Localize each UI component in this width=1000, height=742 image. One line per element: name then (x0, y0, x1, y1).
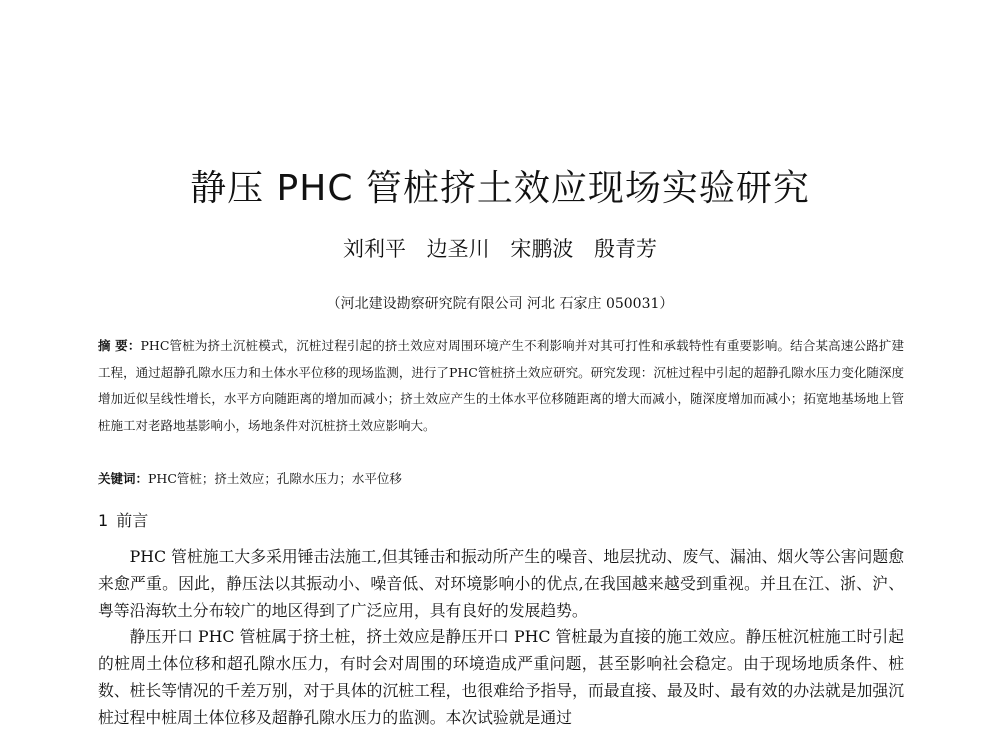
keywords (98, 466, 904, 492)
author-name: 刘利平 (342, 237, 406, 261)
keywords-label: 关键词： (98, 471, 149, 486)
section-number: 1 (98, 511, 109, 530)
author-list (0, 233, 1000, 263)
author-name: 宋鹏波 (510, 237, 574, 261)
abstract-text: PHC管桩为挤土沉桩模式，沉桩过程引起的挤土效应对周围环境产生不利影响并对其可打性和承载特性有重要影响。结合某高速公路扩建工程，通过超静孔隙水压力和土体水平位移的现场监测，进行了PHC管桩挤土效应研究。研究发现：沉桩过程中引起的超静孔隙水压力变化随深度增加近似呈线性增长，水平方向随距离的增加而减小；挤土效应产生的土体水平位移随距离的增大而减小，随深度增加而减小；拓宽地基场地上管桩施工对老路地基影响小，场地条件对沉桩挤土效应影响大。 (98, 338, 904, 433)
paper-title: 静压 PHC 管桩挤土效应现场实验研究 (190, 168, 810, 209)
abstract (98, 333, 904, 439)
affiliation: （河北建设勘察研究院有限公司 河北 石家庄 050031） (326, 296, 674, 312)
section-heading (98, 508, 148, 531)
author-name: 边圣川 (426, 237, 490, 261)
keywords-text: PHC管桩；挤土效应；孔隙水压力；水平位移 (148, 471, 402, 486)
author-name: 殷青芳 (594, 237, 658, 261)
paragraph: 静压开口 PHC 管桩属于挤土桩，挤土效应是静压开口 PHC 管桩最为直接的施工效应。静压桩沉桩施工时引起的桩周土体位移和超孔隙水压力，有时会对周围的环境造成严重问题，甚至影响社会稳定。由于现场地质条件、桩数、桩长等情况的千差万别，对于具体的沉桩工程，也很难给予指导，而最直接、最及时、最有效的办法就是加强沉桩过程中桩周土体位移及超静孔隙水压力的监测。本次试验就是通过 (98, 627, 904, 727)
body-text (98, 544, 904, 732)
section-title: 前言 (116, 511, 149, 530)
paragraph: PHC 管桩施工大多采用锤击法施工,但其锤击和振动所产生的噪音、地层扰动、废气、漏油、烟火等公害问题愈来愈严重。因此，静压法以其振动小、噪音低、对环境影响小的优点,在我国越来越受到重视。并且在江、浙、沪、粤等沿海软土分布较广的地区得到了广泛应用，具有良好的发展趋势。 (98, 547, 904, 620)
abstract-label: 摘 要： (98, 338, 141, 353)
